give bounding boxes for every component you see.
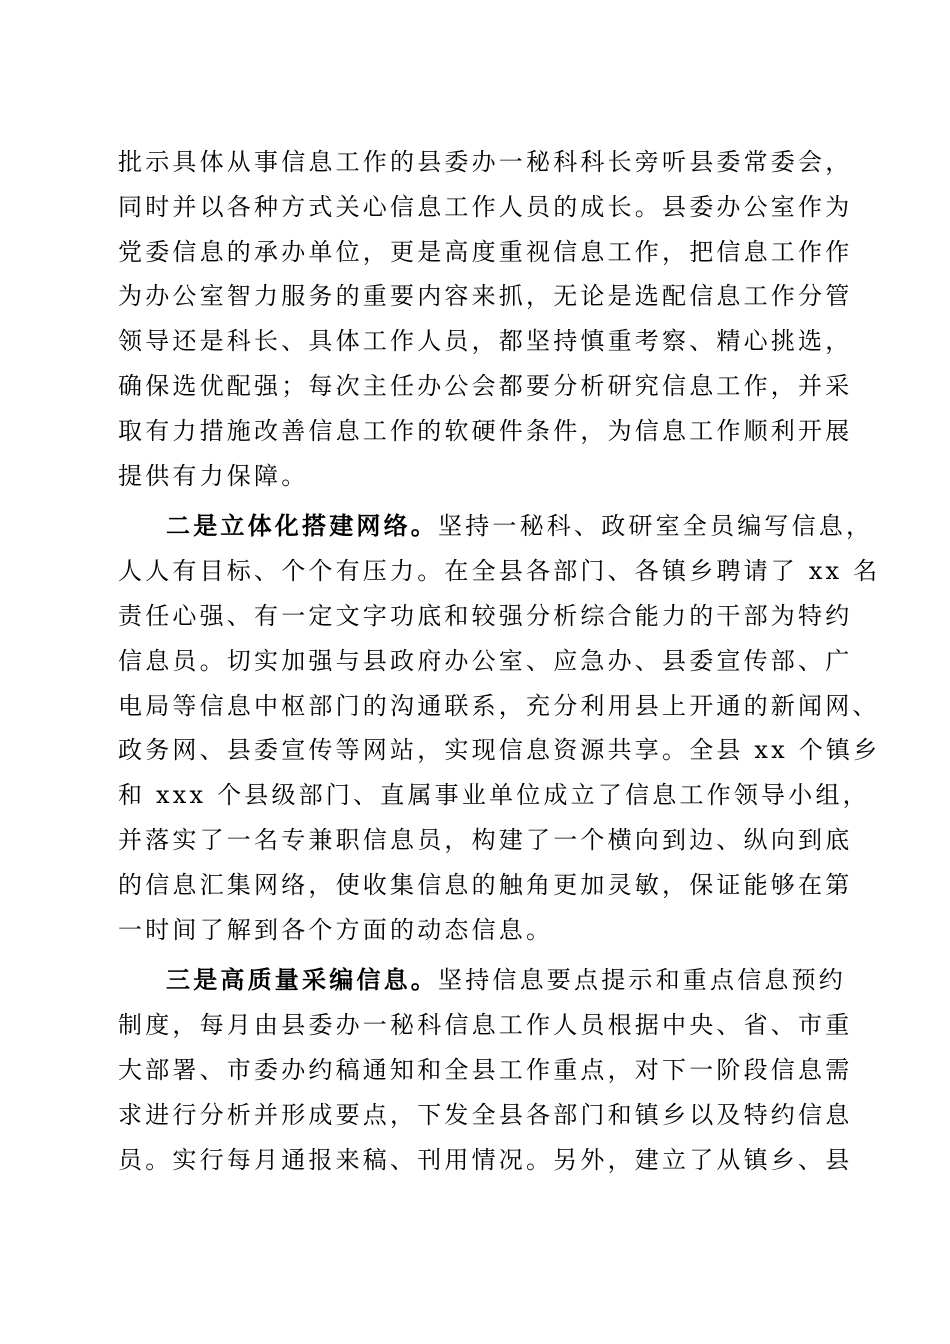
text-line: 为办公室智力服务的重要内容来抓，无论是选配信息工作分管 [118, 282, 853, 311]
text-line: 责任心强、有一定文字功底和较强分析综合能力的干部为特约 [118, 601, 853, 630]
text-line: 制度，每月由县委办一秘科信息工作人员根据中央、省、市重 [118, 1011, 853, 1040]
paragraph-lead: 三是高质量采编信息。 [166, 965, 438, 995]
text-line: 求进行分析并形成要点，下发全县各部门和镇乡以及特约信息 [118, 1100, 853, 1129]
text-line: 一时间了解到各个方面的动态信息。 [118, 915, 554, 944]
text-line: 人人有目标、个个有压力。在全县各部门、各镇乡聘请了 xx 名 [118, 557, 881, 586]
text-line: 政务网、县委宣传等网站，实现信息资源共享。全县 xx 个镇乡 [118, 736, 881, 765]
text-line: 取有力措施改善信息工作的软硬件条件，为信息工作顺利开展 [118, 416, 853, 445]
text-line: 领导还是科长、具体工作人员，都坚持慎重考察、精心挑选， [118, 327, 853, 356]
paragraph-2 [118, 504, 881, 952]
text-line: 信息员。切实加强与县政府办公室、应急办、县委宣传部、广 [118, 646, 853, 675]
text-line: 和 xxx 个县级部门、直属事业单位成立了信息工作领导小组， [118, 781, 870, 810]
text-line: 并落实了一名专兼职信息员，构建了一个横向到边、纵向到底 [118, 825, 853, 854]
paragraph-3 [118, 958, 853, 1182]
text-line: 党委信息的承办单位，更是高度重视信息工作，把信息工作作 [118, 237, 853, 266]
text-line: 的信息汇集网络，使收集信息的触角更加灵敏，保证能够在第 [118, 870, 853, 899]
text-line: 同时并以各种方式关心信息工作人员的成长。县委办公室作为 [118, 192, 853, 221]
text-line-first [118, 958, 846, 1003]
text-line: 电局等信息中枢部门的沟通联系，充分利用县上开通的新闻网、 [118, 691, 880, 720]
text-line: 批示具体从事信息工作的县委办一秘科科长旁听县委常委会， [118, 148, 853, 176]
text-line: 确保选优配强；每次主任办公会都要分析研究信息工作，并采 [118, 371, 853, 400]
paragraph-lead: 二是立体化搭建网络。 [166, 511, 438, 541]
text-line: 员。实行每月通报来稿、刊用情况。另外，建立了从镇乡、县 [118, 1145, 853, 1174]
paragraph-first-rest: 坚持一秘科、政研室全员编写信息， [438, 512, 874, 541]
text-line: 大部署、市委办约稿通知和全县工作重点，对下一阶段信息需 [118, 1055, 853, 1084]
text-line-first [118, 504, 874, 549]
text-line: 提供有力保障。 [118, 461, 309, 490]
document-body [118, 140, 881, 1182]
paragraph-1 [118, 140, 853, 498]
paragraph-first-rest: 坚持信息要点提示和重点信息预约 [438, 966, 846, 995]
